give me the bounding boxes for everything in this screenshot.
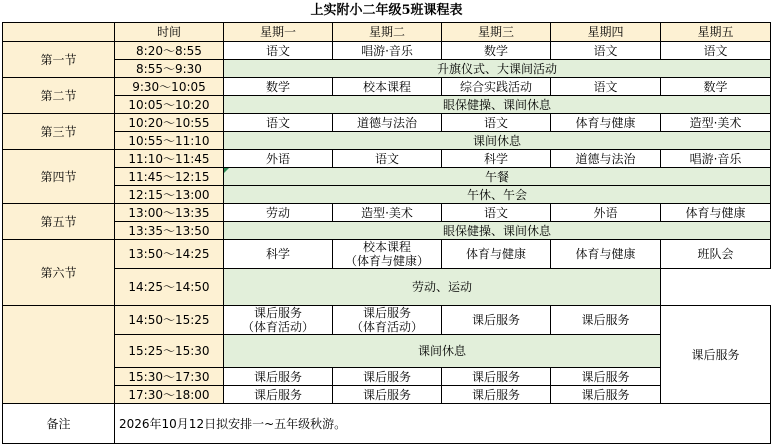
- table-row: [3, 96, 771, 114]
- class-cell: 班队会: [661, 240, 771, 269]
- class-cell: 语文: [224, 42, 333, 60]
- table-row: [3, 42, 771, 60]
- table-row: [3, 150, 771, 168]
- time-cell: 15:25～15:30: [115, 335, 224, 368]
- class-cell: 数学: [442, 42, 551, 60]
- schedule-table: [2, 22, 771, 444]
- time-cell: 13:00～13:35: [115, 204, 224, 222]
- class-cell: 道德与法治: [333, 114, 442, 132]
- activity-cell: 午餐: [224, 168, 771, 186]
- time-cell: 8:20～8:55: [115, 42, 224, 60]
- class-cell: 课后服务 （体育活动）: [333, 306, 442, 335]
- table-row: [3, 269, 771, 306]
- class-cell: 课后服务: [224, 386, 333, 404]
- class-cell: 课后服务: [442, 306, 551, 335]
- time-cell: 13:50～14:25: [115, 240, 224, 269]
- class-cell: 课后服务: [442, 368, 551, 386]
- class-cell: 造型·美术: [333, 204, 442, 222]
- period-cell: 第六节: [3, 240, 115, 306]
- table-row: [3, 335, 771, 368]
- class-cell: 道德与法治: [551, 150, 661, 168]
- class-cell: 语文: [551, 42, 661, 60]
- class-cell: 体育与健康: [551, 240, 661, 269]
- time-cell: 9:30～10:05: [115, 78, 224, 96]
- time-cell: 14:50～15:25: [115, 306, 224, 335]
- time-cell: 15:30～17:30: [115, 368, 224, 386]
- page-title: 上实附小二年级5班课程表: [310, 3, 463, 18]
- class-cell: 体育与健康: [442, 240, 551, 269]
- class-cell: 外语: [224, 150, 333, 168]
- table-row: [3, 168, 771, 186]
- activity-cell: 课间休息: [224, 132, 771, 150]
- header-row: [3, 23, 771, 42]
- activity-cell: 劳动、运动: [224, 269, 661, 306]
- class-cell: 课后服务: [551, 386, 661, 404]
- activity-cell: 午休、午会: [224, 186, 771, 204]
- class-cell: 语文: [442, 114, 551, 132]
- class-cell: 语文: [551, 78, 661, 96]
- class-cell: 语文: [442, 204, 551, 222]
- class-cell: 语文: [333, 150, 442, 168]
- class-cell: 劳动: [224, 204, 333, 222]
- period-cell: 第四节: [3, 150, 115, 204]
- time-cell: 11:10～11:45: [115, 150, 224, 168]
- header-cell: 星期五: [661, 23, 771, 42]
- class-cell: 课后服务: [333, 368, 442, 386]
- period-cell: [3, 306, 115, 404]
- class-cell: 科学: [442, 150, 551, 168]
- class-cell: 课后服务: [661, 306, 771, 404]
- class-cell: 校本课程 （体育与健康）: [333, 240, 442, 269]
- header-cell: 星期二: [333, 23, 442, 42]
- header-cell: 星期四: [551, 23, 661, 42]
- note-label: 备注: [3, 404, 115, 444]
- class-cell: 语文: [224, 114, 333, 132]
- class-cell: 校本课程: [333, 78, 442, 96]
- period-cell: 第一节: [3, 42, 115, 78]
- table-row: [3, 306, 771, 335]
- header-cell: 时间: [115, 23, 224, 42]
- time-cell: 17:30～18:00: [115, 386, 224, 404]
- time-cell: 12:15～13:00: [115, 186, 224, 204]
- time-cell: 14:25～14:50: [115, 269, 224, 306]
- table-row: [3, 240, 771, 269]
- class-cell: 外语: [551, 204, 661, 222]
- activity-cell: 眼保健操、课间休息: [224, 222, 771, 240]
- class-cell: 综合实践活动: [442, 78, 551, 96]
- activity-cell: 眼保健操、课间休息: [224, 96, 771, 114]
- class-cell: 语文: [661, 42, 771, 60]
- table-row: [3, 204, 771, 222]
- table-row: [3, 114, 771, 132]
- class-cell: 体育与健康: [661, 204, 771, 222]
- class-cell: 课后服务 （体育活动）: [224, 306, 333, 335]
- class-cell: 唱游·音乐: [661, 150, 771, 168]
- time-cell: 10:55～11:10: [115, 132, 224, 150]
- table-row: [3, 386, 771, 404]
- time-cell: 11:45～12:15: [115, 168, 224, 186]
- class-cell: 数学: [661, 78, 771, 96]
- class-cell: 课后服务: [333, 386, 442, 404]
- class-cell: 课后服务: [551, 368, 661, 386]
- table-row: [3, 368, 771, 386]
- class-cell: 课后服务: [224, 368, 333, 386]
- period-cell: 第三节: [3, 114, 115, 150]
- period-cell: 第二节: [3, 78, 115, 114]
- table-row: [3, 78, 771, 96]
- class-cell: 体育与健康: [551, 114, 661, 132]
- class-cell: 课后服务: [442, 386, 551, 404]
- header-cell: 星期一: [224, 23, 333, 42]
- time-cell: 10:05～10:20: [115, 96, 224, 114]
- note-text: 2026年10月12日拟安排一~五年级秋游。: [115, 404, 771, 444]
- class-cell: 唱游·音乐: [333, 42, 442, 60]
- table-row: [3, 186, 771, 204]
- class-cell: 造型·美术: [661, 114, 771, 132]
- activity-cell: 升旗仪式、大课间活动: [224, 60, 771, 78]
- time-cell: 10:20～10:55: [115, 114, 224, 132]
- table-row: [3, 132, 771, 150]
- time-cell: 8:55～9:30: [115, 60, 224, 78]
- class-cell: 课后服务: [551, 306, 661, 335]
- header-cell: [3, 23, 115, 42]
- table-row: [3, 222, 771, 240]
- table-row: [3, 60, 771, 78]
- period-cell: 第五节: [3, 204, 115, 240]
- time-cell: 13:35～13:50: [115, 222, 224, 240]
- header-cell: 星期三: [442, 23, 551, 42]
- class-cell: 科学: [224, 240, 333, 269]
- activity-cell: 课间休息: [224, 335, 661, 368]
- class-cell: 数学: [224, 78, 333, 96]
